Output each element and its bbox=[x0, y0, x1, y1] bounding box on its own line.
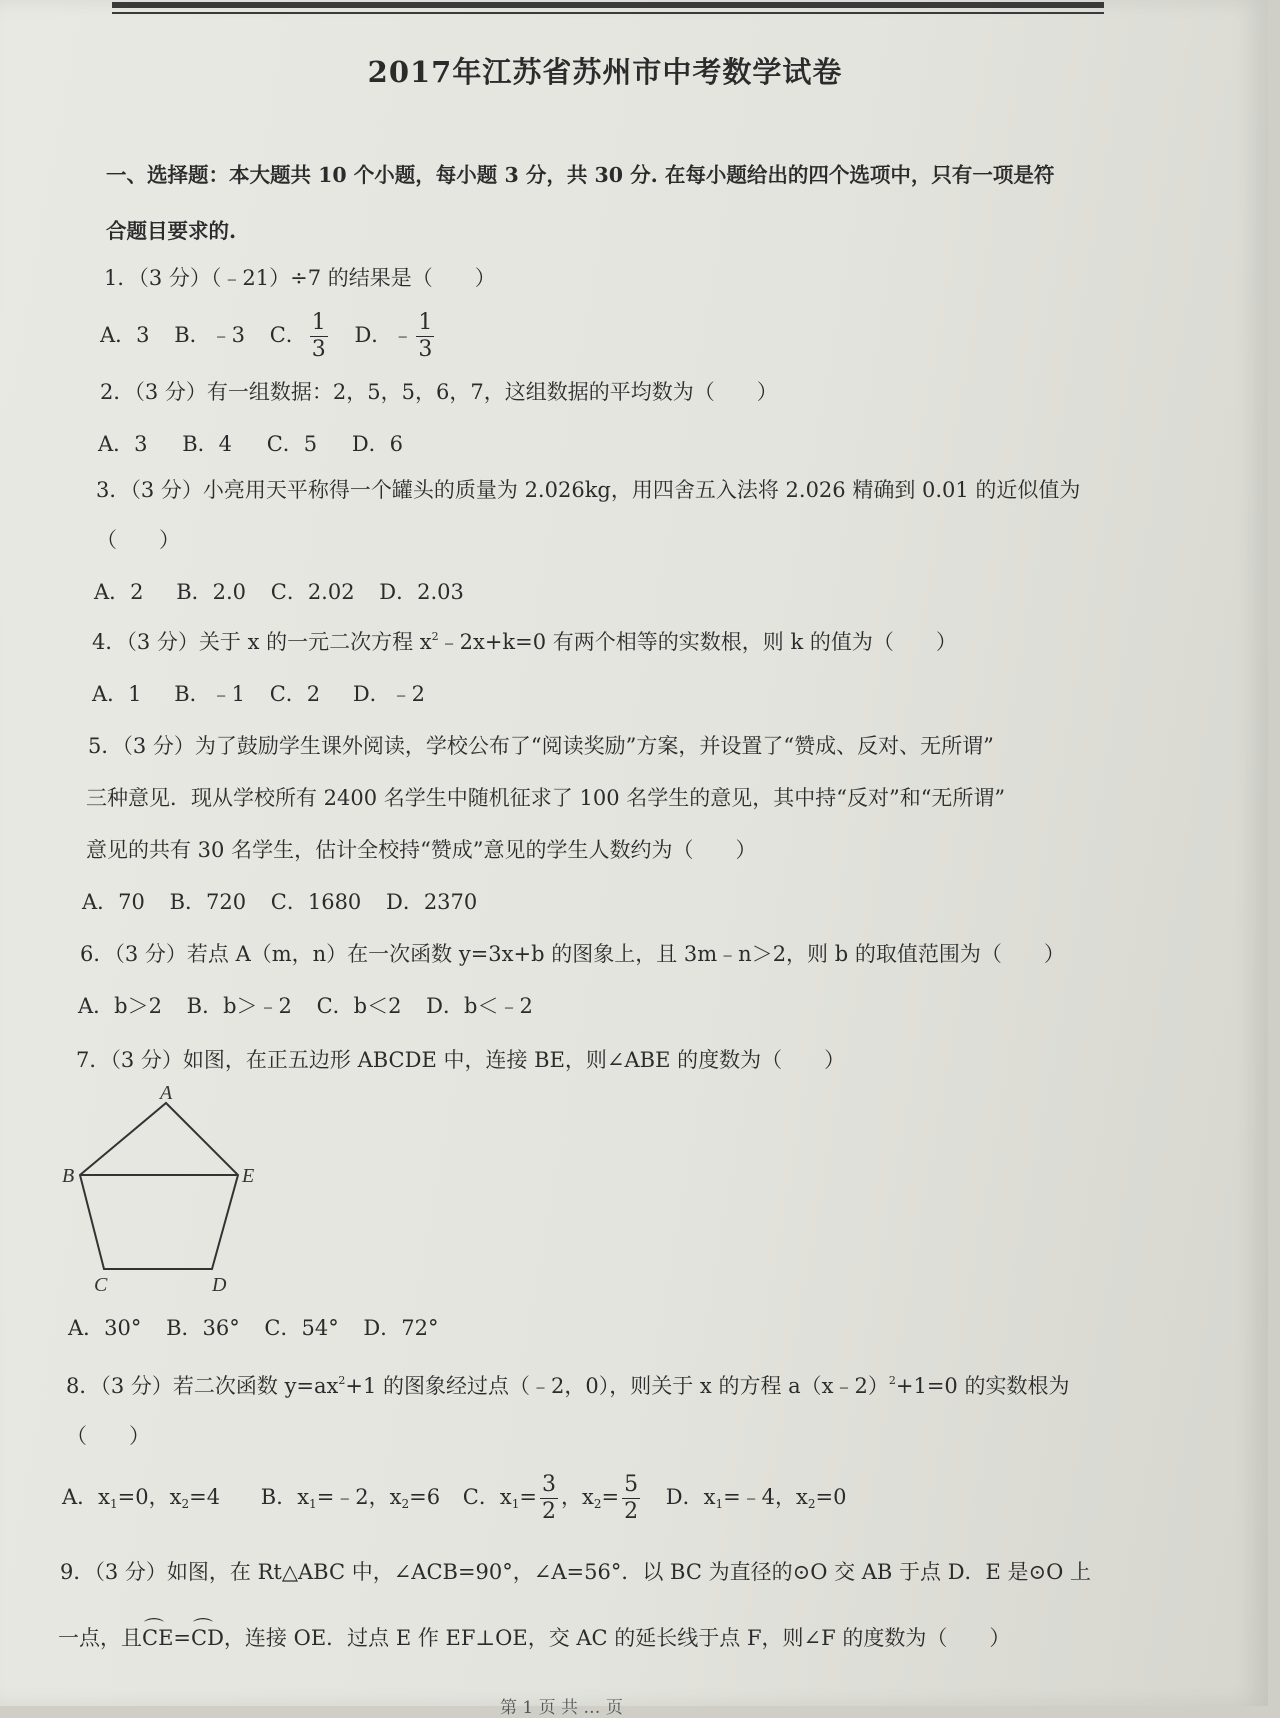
question-2-options bbox=[98, 428, 421, 458]
question-8-paren: （ ） bbox=[66, 1424, 150, 1448]
question-1-options bbox=[100, 312, 437, 361]
question-4-options bbox=[92, 678, 443, 708]
question-6-options bbox=[78, 990, 551, 1020]
q8-option-b: B．$x_1=﹣2$，$x_2=6$ bbox=[260, 1485, 441, 1511]
q6-option-d: D．b＜﹣2 bbox=[426, 994, 533, 1018]
q2-option-a: A．3 bbox=[98, 432, 148, 456]
section-heading-line2: 合题目要求的. bbox=[106, 219, 237, 243]
q2-option-d: D．6 bbox=[351, 432, 404, 456]
q4-option-b: B．﹣1 bbox=[174, 682, 246, 706]
q1-option-c-label: C． bbox=[269, 323, 307, 347]
vertex-label-a: A bbox=[160, 1085, 173, 1104]
q1-option-c-fraction: $\frac{1}{3}$ bbox=[311, 310, 326, 362]
q3-option-b: B．2.0 bbox=[176, 580, 247, 604]
arc-ce: ⌒ CE bbox=[142, 1626, 173, 1650]
page-title: 2017年江苏省苏州市中考数学试卷 bbox=[367, 55, 843, 89]
question-5-line2: 三种意见．现从学校所有 2400 名学生中随机征求了 100 名学生的意见，其中持“反对”和“无所谓” bbox=[86, 786, 1006, 810]
question-9-line1: 9．（3 分）如图，在 Rt△ABC 中，∠ACB=90°，∠A=56°．以 BC 为直径的⊙O 交 AB 于点 D．E 是⊙O 上 bbox=[60, 1560, 1092, 1584]
q7-option-c: C．54° bbox=[264, 1316, 339, 1340]
q1-option-d-label: D．﹣ bbox=[354, 323, 414, 347]
q3-option-a: A．2 bbox=[94, 580, 144, 604]
q5-option-b: B．720 bbox=[169, 890, 247, 914]
q6-option-b: B．b＞﹣2 bbox=[186, 994, 292, 1018]
q2-option-c: C．5 bbox=[266, 432, 318, 456]
question-5-line3: 意见的共有 30 名学生，估计全校持“赞成”意见的学生人数约为（ ） bbox=[86, 838, 757, 862]
question-3-stem: 3．（3 分）小亮用天平称得一个罐头的质量为 2.026kg，用四舍五入法将 2.026 精确到 0.01 的近似值为 bbox=[96, 478, 1081, 502]
q7-option-b: B．36° bbox=[166, 1316, 240, 1340]
q7-option-d: D．72° bbox=[363, 1316, 439, 1340]
q4-option-c: C．2 bbox=[269, 682, 321, 706]
q7-option-a: A．30° bbox=[68, 1316, 142, 1340]
q2-option-b: B．4 bbox=[182, 432, 233, 456]
q4-option-d: D．﹣2 bbox=[352, 682, 426, 706]
question-8-options bbox=[62, 1474, 847, 1523]
pentagon-outline bbox=[80, 1103, 238, 1269]
header-rule-thin bbox=[112, 12, 1104, 14]
question-6-stem: 6．（3 分）若点 A（m，n）在一次函数 y=3x+b 的图象上，且 3m﹣n＞2，则 b 的取值范围为（ ） bbox=[80, 942, 1065, 966]
question-4-stem: 4．（3 分）关于 x 的一元二次方程 $x^2﹣2x+k=0$ 有两个相等的实数根，则 k 的值为（ ） bbox=[92, 630, 957, 654]
q8-option-c: C．$x_1=$ $\frac{3}{2}$ ，$x_2=$ $\frac{5}{2}$ bbox=[462, 1472, 639, 1524]
question-5-line1: 5．（3 分）为了鼓励学生课外阅读，学校公布了“阅读奖励”方案，并设置了“赞成、反对、无所谓” bbox=[88, 734, 994, 758]
vertex-label-d: D bbox=[212, 1274, 227, 1295]
question-7-options bbox=[68, 1312, 456, 1342]
q1-option-d-fraction: $\frac{1}{3}$ bbox=[418, 310, 433, 362]
vertex-label-b: B bbox=[62, 1165, 75, 1187]
question-7-stem: 7．（3 分）如图，在正五边形 ABCDE 中，连接 BE，则∠ABE 的度数为（ ） bbox=[76, 1048, 846, 1072]
q3-option-c: C．2.02 bbox=[270, 580, 355, 604]
q5-option-c: C．1680 bbox=[270, 890, 362, 914]
question-2-stem: 2．（3 分）有一组数据：2，5，5，6，7，这组数据的平均数为（ ） bbox=[100, 380, 778, 404]
vertex-label-c: C bbox=[94, 1274, 108, 1295]
section-heading-line1: 一、选择题：本大题共 10 个小题，每小题 3 分，共 30 分. 在每小题给出的四个选项中，只有一项是符 bbox=[106, 163, 1055, 187]
question-9-line2: 一点，且⌒ CE=⌒ CD，连接 OE．过点 E 作 EF⊥OE，交 AC 的延长线于点 F，则∠F 的度数为（ ） bbox=[58, 1622, 1010, 1652]
q3-option-d: D．2.03 bbox=[379, 580, 464, 604]
q8-option-d: D．$x_1=﹣4$，$x_2=0$ bbox=[665, 1485, 847, 1511]
q6-option-a: A．b＞2 bbox=[78, 994, 162, 1018]
question-3-options bbox=[94, 576, 482, 606]
vertex-label-e: E bbox=[242, 1165, 255, 1187]
header-rule-thick bbox=[112, 2, 1104, 8]
question-5-options bbox=[82, 886, 495, 916]
question-8-stem: 8．（3 分）若二次函数 $y=ax^2+1$ 的图象经过点（﹣2，0），则关于 x 的方程 a（x﹣2）$^2$+1=0 的实数根为 bbox=[66, 1374, 1070, 1398]
q1-option-b: B．﹣3 bbox=[174, 323, 246, 347]
question-1-stem: 1．（3 分）（﹣21）÷7 的结果是（ ） bbox=[104, 266, 496, 290]
question-3-paren: （ ） bbox=[96, 528, 180, 552]
q6-option-c: C．b＜2 bbox=[316, 994, 402, 1018]
q1-option-a: A．3 bbox=[100, 323, 150, 347]
q5-option-a: A．70 bbox=[82, 890, 145, 914]
q5-option-d: D．2370 bbox=[385, 890, 478, 914]
pentagon-figure bbox=[62, 1085, 272, 1295]
arc-cd: ⌒ CD bbox=[191, 1626, 224, 1650]
q4-option-a: A．1 bbox=[92, 682, 142, 706]
q8-option-a: A．$x_1=0$，$x_2=4$ bbox=[62, 1485, 221, 1511]
page-footer: 第 1 页 共 … 页 bbox=[500, 1698, 623, 1718]
